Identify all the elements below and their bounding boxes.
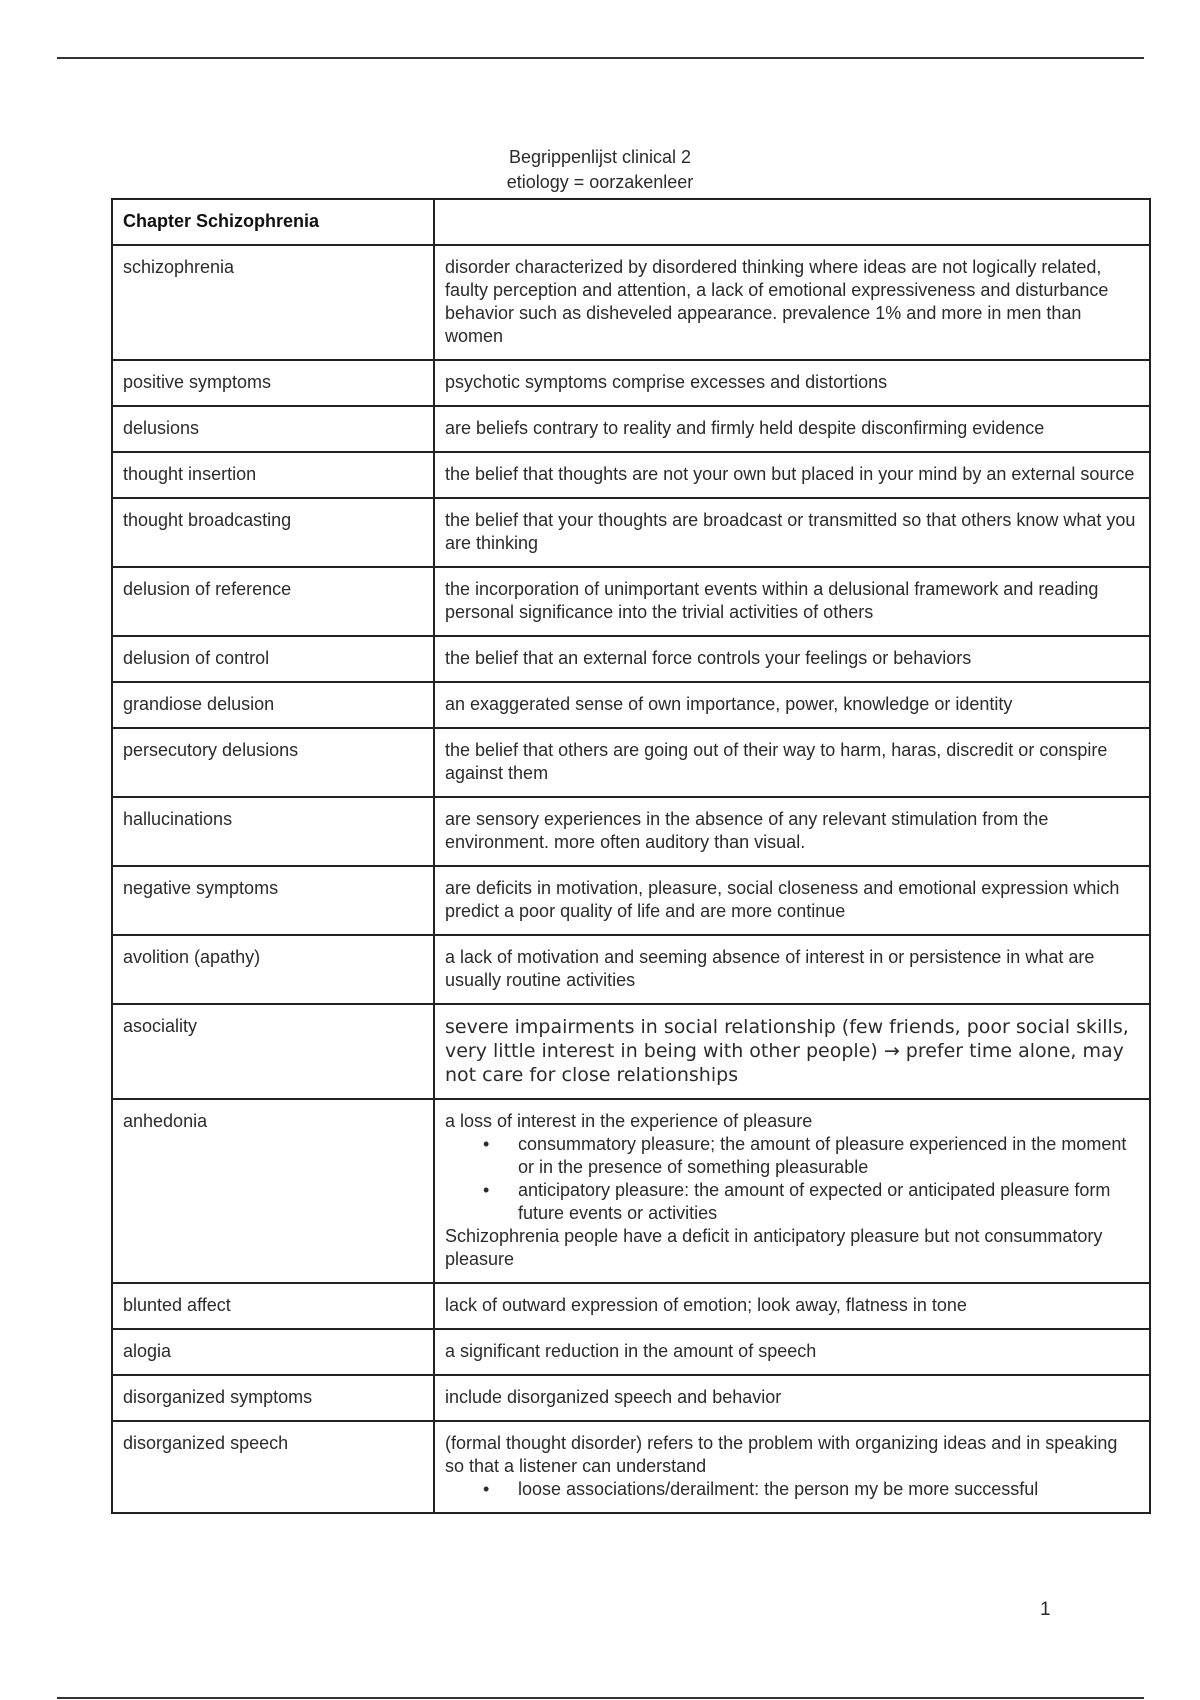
- bullet-item: • consummatory pleasure; the amount of pleasure experienced in the moment or in the presence of something pleasurable: [518, 1133, 1139, 1179]
- definition-cell: the belief that your thoughts are broadcast or transmitted so that others know what you are thinking: [434, 498, 1150, 567]
- definition-cell: are sensory experiences in the absence of any relevant stimulation from the environment. more often auditory than visual.: [434, 797, 1150, 866]
- table-row: [112, 1283, 1150, 1329]
- bottom-rule: [57, 1697, 1144, 1699]
- term-cell: delusions: [112, 406, 434, 452]
- term-cell: anhedonia: [112, 1099, 434, 1283]
- definition-cell: [434, 1421, 1150, 1513]
- definition-cell: disorder characterized by disordered thinking where ideas are not logically related, faulty perception and attention, a lack of emotional expressiveness and disturbance behavior such as disheveled appearance. prevalence 1% and more in men than women: [434, 245, 1150, 360]
- definition-cell: are beliefs contrary to reality and firmly held despite disconfirming evidence: [434, 406, 1150, 452]
- term-cell: avolition (apathy): [112, 935, 434, 1004]
- table-row: [112, 935, 1150, 1004]
- definition-cell: psychotic symptoms comprise excesses and distortions: [434, 360, 1150, 406]
- chapter-empty-cell: [434, 199, 1150, 245]
- term-cell: grandiose delusion: [112, 682, 434, 728]
- bullet-item: • anticipatory pleasure: the amount of expected or anticipated pleasure form future events or activities: [518, 1179, 1139, 1225]
- definition-cell: the belief that an external force controls your feelings or behaviors: [434, 636, 1150, 682]
- bullet-item: • loose associations/derailment: the person my be more successful: [518, 1478, 1139, 1501]
- term-cell: asociality: [112, 1004, 434, 1099]
- table-row: [112, 498, 1150, 567]
- table-row: [112, 728, 1150, 797]
- definition-cell: the incorporation of unimportant events within a delusional framework and reading personal significance into the trivial activities of others: [434, 567, 1150, 636]
- term-cell: blunted affect: [112, 1283, 434, 1329]
- glossary-table: [111, 198, 1151, 1514]
- table-row: [112, 567, 1150, 636]
- term-cell: negative symptoms: [112, 866, 434, 935]
- definition-text: (formal thought disorder) refers to the problem with organizing ideas and in speaking so that a listener can understand: [445, 1433, 1118, 1476]
- table-row: [112, 682, 1150, 728]
- definition-cell: lack of outward expression of emotion; look away, flatness in tone: [434, 1283, 1150, 1329]
- table-row: [112, 452, 1150, 498]
- table-row: [112, 1375, 1150, 1421]
- definition-cell: are deficits in motivation, pleasure, social closeness and emotional expression which predict a poor quality of life and are more continue: [434, 866, 1150, 935]
- document-header: [0, 145, 1200, 195]
- document-subtitle: etiology = oorzakenleer: [506, 172, 694, 192]
- table-row: [112, 1004, 1150, 1099]
- chapter-cell: [112, 199, 434, 245]
- term-cell: delusion of reference: [112, 567, 434, 636]
- table-row: [112, 245, 1150, 360]
- term-cell: hallucinations: [112, 797, 434, 866]
- definition-cell: severe impairments in social relationship (few friends, poor social skills, very little interest in being with other people) → prefer time alone, may not care for close relationships: [434, 1004, 1150, 1099]
- definition-cell: [434, 1099, 1150, 1283]
- term-cell: positive symptoms: [112, 360, 434, 406]
- table-row: [112, 1421, 1150, 1513]
- definition-cell: a significant reduction in the amount of speech: [434, 1329, 1150, 1375]
- top-rule: [57, 57, 1144, 59]
- term-cell: alogia: [112, 1329, 434, 1375]
- table-row: [112, 866, 1150, 935]
- table-row: [112, 1329, 1150, 1375]
- definition-note: Schizophrenia people have a deficit in anticipatory pleasure but not consummatory pleasure: [445, 1226, 1103, 1269]
- document-title: Begrippenlijst clinical 2: [508, 147, 692, 167]
- definition-cell: include disorganized speech and behavior: [434, 1375, 1150, 1421]
- bullet-list: [445, 1133, 1139, 1225]
- chapter-title: Chapter Schizophrenia: [123, 211, 320, 231]
- definition-cell: the belief that others are going out of their way to harm, haras, discredit or conspire against them: [434, 728, 1150, 797]
- term-cell: disorganized symptoms: [112, 1375, 434, 1421]
- term-cell: thought insertion: [112, 452, 434, 498]
- page-number: 1: [1040, 1599, 1051, 1620]
- term-cell: persecutory delusions: [112, 728, 434, 797]
- term-cell: schizophrenia: [112, 245, 434, 360]
- table-row: [112, 406, 1150, 452]
- table-row: [112, 797, 1150, 866]
- table-header-row: [112, 199, 1150, 245]
- definition-cell: the belief that thoughts are not your own but placed in your mind by an external source: [434, 452, 1150, 498]
- bullet-list: [445, 1478, 1139, 1501]
- term-cell: thought broadcasting: [112, 498, 434, 567]
- term-cell: disorganized speech: [112, 1421, 434, 1513]
- definition-text: a loss of interest in the experience of pleasure: [445, 1111, 813, 1131]
- table-row: [112, 636, 1150, 682]
- table-row: [112, 1099, 1150, 1283]
- table-row: [112, 360, 1150, 406]
- definition-cell: an exaggerated sense of own importance, power, knowledge or identity: [434, 682, 1150, 728]
- definition-cell: a lack of motivation and seeming absence of interest in or persistence in what are usually routine activities: [434, 935, 1150, 1004]
- term-cell: delusion of control: [112, 636, 434, 682]
